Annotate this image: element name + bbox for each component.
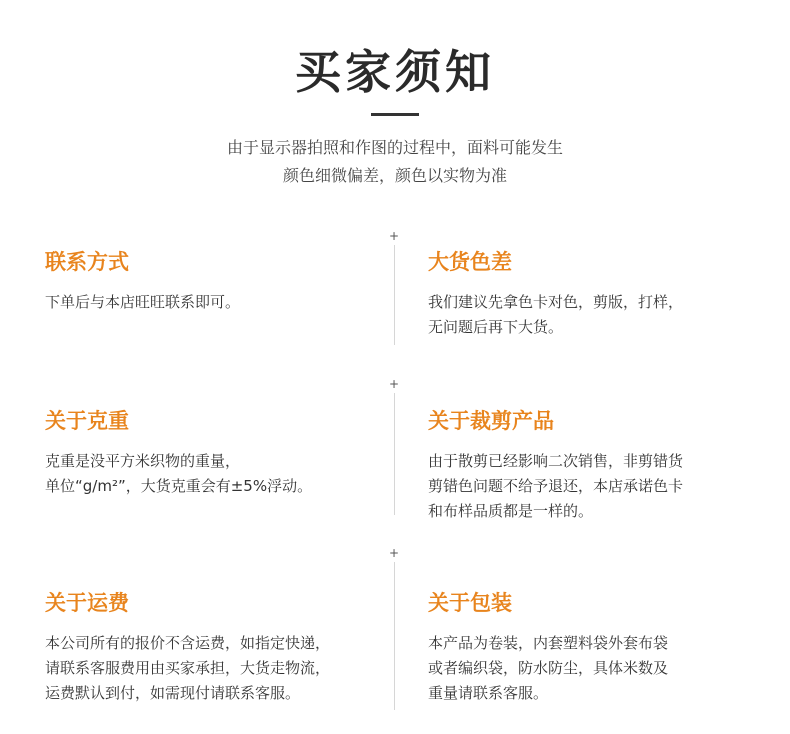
- section-title: 关于克重: [45, 409, 129, 433]
- section-line: 剪错色问题不给予退还，本店承诺色卡: [428, 477, 684, 495]
- divider-2: [394, 393, 395, 515]
- section-line: 运费默认到付，如需现付请联系客服。: [45, 684, 301, 702]
- divider-1: [394, 245, 395, 345]
- divider-3: [394, 562, 395, 710]
- separator-plus-1: +: [388, 229, 400, 243]
- title-underline: [371, 113, 419, 116]
- section-packaging: [428, 589, 768, 706]
- section-title: 联系方式: [45, 250, 129, 274]
- section-title: 关于裁剪产品: [428, 409, 554, 433]
- section-line: 重量请联系客服。: [428, 684, 549, 702]
- section-line: 请联系客服费用由买家承担，大货走物流，: [45, 659, 331, 677]
- section-line: 本产品为卷装，内套塑料袋外套布袋: [428, 634, 669, 652]
- section-body: [428, 290, 768, 340]
- separator-plus-2: +: [388, 377, 400, 391]
- section-body: [45, 449, 385, 499]
- separator-plus-3: +: [388, 546, 400, 560]
- page-title: 买家须知: [295, 45, 495, 99]
- section-line: 单位“g/m²”，大货克重会有±5%浮动。: [45, 477, 313, 495]
- section-title: 关于包装: [428, 591, 512, 615]
- section-cut-products: [428, 407, 768, 524]
- section-line: 克重是没平方米织物的重量，: [45, 452, 241, 470]
- section-line: 或者编织袋，防水防尘，具体米数及: [428, 659, 669, 677]
- section-weight: [45, 407, 385, 499]
- section-line: 由于散剪已经影响二次销售，非剪错货: [428, 452, 684, 470]
- section-line: 我们建议先拿色卡对色，剪版，打样，: [428, 293, 684, 311]
- section-bulk-color-difference: [428, 248, 768, 340]
- section-shipping: [45, 589, 385, 706]
- section-body: [45, 290, 385, 315]
- section-title: 大货色差: [428, 250, 512, 274]
- section-body: [428, 631, 768, 706]
- section-line: 本公司所有的报价不含运费，如指定快递，: [45, 634, 331, 652]
- section-line: 下单后与本店旺旺联系即可。: [45, 293, 241, 311]
- section-title: 关于运费: [45, 591, 129, 615]
- intro-line-1: 由于显示器拍照和作图的过程中，面料可能发生: [226, 138, 563, 157]
- intro-line-2: 颜色细微偏差，颜色以实物为准: [282, 166, 507, 185]
- section-body: [45, 631, 385, 706]
- intro-text: [0, 134, 790, 190]
- section-body: [428, 449, 768, 524]
- section-line: 和布样品质都是一样的。: [428, 502, 594, 520]
- section-contact: [45, 248, 385, 315]
- section-line: 无问题后再下大货。: [428, 318, 564, 336]
